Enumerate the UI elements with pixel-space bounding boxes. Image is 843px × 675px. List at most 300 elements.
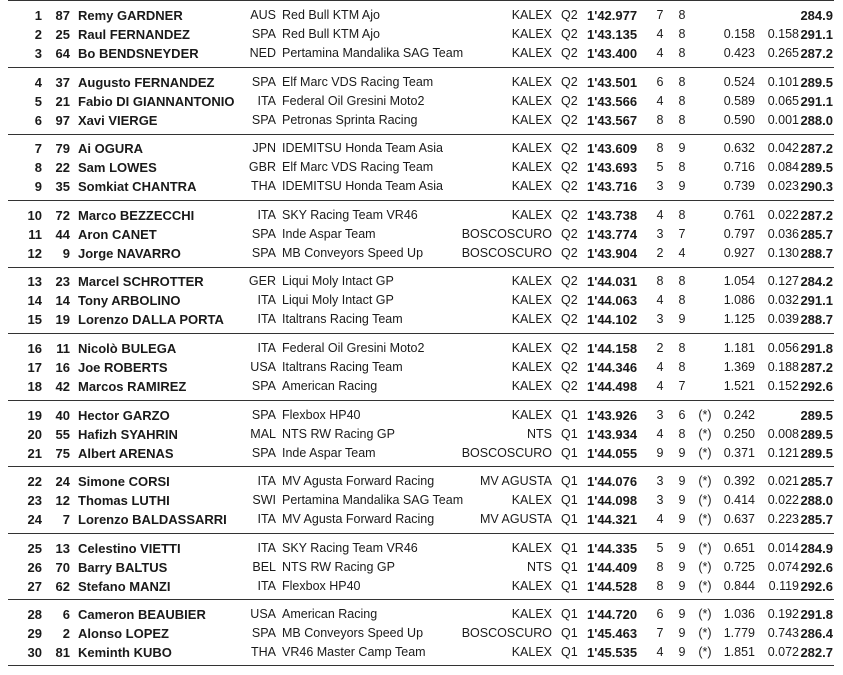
cell-pos: 7: [34, 141, 42, 156]
cell-tot: 9: [678, 312, 686, 326]
table-row: [0, 139, 843, 158]
cell-rider: Joe ROBERTS: [78, 360, 168, 375]
cell-gap2: 0.001: [767, 113, 799, 127]
cell-lap: 9: [656, 446, 664, 460]
cell-spd: 284.9: [800, 541, 833, 556]
cell-gap1: 0.844: [723, 579, 755, 593]
cell-gap2: 0.127: [767, 274, 799, 288]
cell-team: Federal Oil Gresini Moto2: [282, 94, 425, 108]
cell-gap2: 0.014: [767, 541, 799, 555]
cell-lap: 2: [656, 246, 664, 260]
cell-note: (*): [698, 427, 712, 441]
cell-spd: 284.9: [800, 8, 833, 23]
cell-tot: 9: [678, 645, 686, 659]
table-row: [0, 539, 843, 558]
cell-time: 1'43.135: [587, 27, 638, 42]
cell-pos: 22: [27, 474, 42, 489]
cell-sess: Q2: [561, 208, 578, 222]
cell-pos: 29: [27, 626, 42, 641]
cell-tot: 8: [678, 8, 686, 22]
cell-nat: GER: [248, 274, 276, 288]
cell-lap: 5: [656, 160, 664, 174]
cell-lap: 4: [656, 293, 664, 307]
cell-note: (*): [698, 579, 712, 593]
cell-gap1: 1.181: [723, 341, 755, 355]
cell-num: 79: [55, 141, 70, 156]
cell-lap: 8: [656, 141, 664, 155]
cell-spd: 292.6: [800, 560, 833, 575]
cell-sess: Q2: [561, 8, 578, 22]
table-row: [0, 406, 843, 425]
cell-spd: 285.7: [800, 474, 833, 489]
cell-lap: 3: [656, 493, 664, 507]
cell-spd: 288.0: [800, 493, 833, 508]
table-row: [0, 177, 843, 196]
cell-tot: 8: [678, 341, 686, 355]
cell-team: MV Agusta Forward Racing: [282, 512, 435, 526]
cell-time: 1'43.501: [587, 75, 638, 90]
cell-team: Italtrans Racing Team: [282, 360, 403, 374]
cell-tot: 8: [678, 274, 686, 288]
cell-gap1: 0.725: [723, 560, 755, 574]
cell-rider: Alonso LOPEZ: [78, 626, 169, 641]
cell-nat: THA: [251, 645, 276, 659]
cell-gap2: 0.022: [767, 493, 799, 507]
table-row: [0, 577, 843, 596]
cell-num: 16: [55, 360, 70, 375]
cell-pos: 15: [27, 312, 42, 327]
table-row: [0, 624, 843, 643]
cell-tot: 9: [678, 560, 686, 574]
cell-mfr: KALEX: [511, 179, 552, 193]
cell-nat: SPA: [251, 27, 276, 41]
cell-pos: 27: [27, 579, 42, 594]
cell-time: 1'44.031: [587, 274, 638, 289]
cell-rider: Simone CORSI: [78, 474, 170, 489]
cell-tot: 8: [678, 160, 686, 174]
cell-rider: Thomas LUTHI: [78, 493, 170, 508]
cell-gap1: 0.423: [723, 46, 755, 60]
cell-gap2: 0.032: [767, 293, 799, 307]
cell-lap: 8: [656, 274, 664, 288]
cell-spd: 288.7: [800, 312, 833, 327]
cell-time: 1'43.738: [587, 208, 638, 223]
cell-pos: 2: [34, 27, 42, 42]
cell-num: 64: [55, 46, 70, 61]
table-row: [0, 444, 843, 463]
cell-team: Pertamina Mandalika SAG Team: [282, 493, 464, 507]
table-row: [0, 491, 843, 510]
cell-mfr: KALEX: [511, 94, 552, 108]
cell-time: 1'45.463: [587, 626, 638, 641]
cell-tot: 7: [678, 227, 686, 241]
cell-num: 97: [55, 113, 70, 128]
cell-spd: 287.2: [800, 141, 833, 156]
cell-gap2: 0.158: [767, 27, 799, 41]
cell-pos: 4: [34, 75, 42, 90]
cell-lap: 4: [656, 46, 664, 60]
cell-note: (*): [698, 645, 712, 659]
cell-num: 2: [62, 626, 70, 641]
cell-pos: 24: [27, 512, 42, 527]
cell-tot: 8: [678, 46, 686, 60]
group-separator: [8, 67, 834, 68]
cell-mfr: KALEX: [511, 113, 552, 127]
cell-gap1: 0.590: [723, 113, 755, 127]
cell-mfr: NTS: [527, 560, 552, 574]
cell-sess: Q1: [561, 645, 578, 659]
cell-nat: JPN: [252, 141, 276, 155]
cell-mfr: KALEX: [511, 274, 552, 288]
cell-rider: Tony ARBOLINO: [78, 293, 181, 308]
cell-nat: SPA: [251, 408, 276, 422]
cell-spd: 291.8: [800, 341, 833, 356]
cell-gap2: 0.039: [767, 312, 799, 326]
cell-note: (*): [698, 541, 712, 555]
cell-lap: 7: [656, 626, 664, 640]
cell-team: IDEMITSU Honda Team Asia: [282, 179, 443, 193]
cell-team: NTS RW Racing GP: [282, 560, 395, 574]
cell-spd: 289.5: [800, 160, 833, 175]
cell-team: American Racing: [282, 379, 378, 393]
cell-rider: Fabio DI GIANNANTONIO: [78, 94, 235, 109]
cell-gap2: 0.119: [768, 579, 799, 593]
cell-time: 1'44.346: [587, 360, 638, 375]
cell-mfr: KALEX: [511, 141, 552, 155]
cell-sess: Q2: [561, 246, 578, 260]
cell-tot: 9: [678, 446, 686, 460]
cell-rider: Marco BEZZECCHI: [78, 208, 195, 223]
cell-mfr: BOSCOSCURO: [461, 227, 552, 241]
cell-pos: 26: [27, 560, 42, 575]
cell-team: MV Agusta Forward Racing: [282, 474, 435, 488]
cell-nat: ITA: [257, 341, 276, 355]
cell-team: Italtrans Racing Team: [282, 312, 403, 326]
cell-nat: SPA: [251, 75, 276, 89]
cell-num: 22: [55, 160, 70, 175]
cell-gap1: 0.761: [723, 208, 755, 222]
cell-tot: 9: [678, 493, 686, 507]
cell-team: Elf Marc VDS Racing Team: [282, 75, 434, 89]
cell-mfr: KALEX: [511, 293, 552, 307]
cell-gap1: 0.371: [723, 446, 755, 460]
cell-tot: 8: [678, 27, 686, 41]
cell-mfr: KALEX: [511, 379, 552, 393]
cell-pos: 28: [27, 607, 42, 622]
cell-rider: Marcos RAMIREZ: [78, 379, 187, 394]
group-separator: [8, 267, 834, 268]
cell-pos: 21: [27, 446, 42, 461]
cell-gap2: 0.008: [767, 427, 799, 441]
cell-sess: Q1: [561, 408, 578, 422]
cell-mfr: KALEX: [511, 493, 552, 507]
cell-team: American Racing: [282, 607, 378, 621]
cell-rider: Xavi VIERGE: [78, 113, 158, 128]
cell-spd: 288.0: [800, 113, 833, 128]
group-separator: [8, 665, 834, 666]
cell-sess: Q1: [561, 446, 578, 460]
cell-team: MB Conveyors Speed Up: [282, 246, 424, 260]
cell-gap2: 0.101: [767, 75, 799, 89]
cell-nat: ITA: [257, 208, 276, 222]
cell-spd: 285.7: [800, 512, 833, 527]
cell-team: VR46 Master Camp Team: [282, 645, 426, 659]
cell-note: (*): [698, 493, 712, 507]
cell-gap1: 1.125: [723, 312, 755, 326]
table-row: [0, 158, 843, 177]
cell-mfr: KALEX: [511, 208, 552, 222]
cell-gap2: 0.023: [767, 179, 799, 193]
table-row: [0, 377, 843, 396]
cell-sess: Q2: [561, 179, 578, 193]
cell-spd: 289.5: [800, 408, 833, 423]
cell-gap1: 0.797: [723, 227, 755, 241]
cell-gap1: 0.414: [723, 493, 755, 507]
cell-nat: MAL: [250, 427, 276, 441]
cell-num: 81: [55, 645, 70, 660]
cell-sess: Q2: [561, 227, 578, 241]
cell-rider: Raul FERNANDEZ: [78, 27, 190, 42]
cell-pos: 30: [27, 645, 42, 660]
cell-pos: 19: [27, 408, 42, 423]
cell-pos: 20: [27, 427, 42, 442]
cell-gap2: 0.065: [767, 94, 799, 108]
cell-gap1: 1.086: [723, 293, 755, 307]
cell-rider: Hafizh SYAHRIN: [78, 427, 178, 442]
cell-spd: 291.1: [800, 293, 833, 308]
cell-sess: Q2: [561, 94, 578, 108]
cell-rider: Sam LOWES: [78, 160, 157, 175]
cell-spd: 289.5: [800, 75, 833, 90]
cell-time: 1'42.977: [587, 8, 638, 23]
cell-gap2: 0.188: [767, 360, 799, 374]
cell-spd: 287.2: [800, 46, 833, 61]
cell-mfr: KALEX: [511, 541, 552, 555]
cell-num: 9: [62, 246, 70, 261]
table-row: [0, 225, 843, 244]
cell-spd: 289.5: [800, 427, 833, 442]
cell-num: 12: [55, 493, 70, 508]
cell-spd: 290.3: [800, 179, 833, 194]
cell-lap: 4: [656, 512, 664, 526]
cell-lap: 3: [656, 179, 664, 193]
cell-pos: 25: [27, 541, 42, 556]
cell-lap: 4: [656, 379, 664, 393]
cell-nat: SPA: [251, 379, 276, 393]
cell-nat: SPA: [251, 626, 276, 640]
cell-tot: 9: [678, 474, 686, 488]
cell-mfr: BOSCOSCURO: [461, 446, 552, 460]
cell-lap: 4: [656, 360, 664, 374]
cell-tot: 8: [678, 208, 686, 222]
cell-lap: 4: [656, 645, 664, 659]
cell-sess: Q2: [561, 46, 578, 60]
cell-team: Petronas Sprinta Racing: [282, 113, 418, 127]
cell-nat: USA: [250, 607, 276, 621]
cell-num: 7: [62, 512, 70, 527]
cell-note: (*): [698, 560, 712, 574]
cell-time: 1'44.335: [587, 541, 638, 556]
cell-time: 1'43.400: [587, 46, 638, 61]
cell-gap2: 0.072: [767, 645, 799, 659]
cell-spd: 292.6: [800, 579, 833, 594]
cell-num: 21: [55, 94, 70, 109]
cell-sess: Q1: [561, 493, 578, 507]
cell-time: 1'43.567: [587, 113, 638, 128]
cell-spd: 284.2: [800, 274, 833, 289]
cell-gap1: 0.716: [723, 160, 755, 174]
cell-lap: 5: [656, 541, 664, 555]
table-row: [0, 92, 843, 111]
cell-gap1: 1.369: [723, 360, 755, 374]
cell-team: Federal Oil Gresini Moto2: [282, 341, 425, 355]
group-separator: [8, 200, 834, 201]
cell-nat: NED: [249, 46, 276, 60]
cell-pos: 11: [28, 227, 42, 242]
cell-time: 1'43.609: [587, 141, 638, 156]
cell-time: 1'43.904: [587, 246, 638, 261]
cell-team: Inde Aspar Team: [282, 227, 376, 241]
cell-rider: Ai OGURA: [78, 141, 143, 156]
cell-gap2: 0.121: [767, 446, 799, 460]
cell-team: Elf Marc VDS Racing Team: [282, 160, 434, 174]
cell-num: 87: [55, 8, 70, 23]
cell-gap2: 0.021: [767, 474, 799, 488]
cell-time: 1'44.076: [587, 474, 638, 489]
cell-rider: Celestino VIETTI: [78, 541, 181, 556]
cell-spd: 288.7: [800, 246, 833, 261]
cell-note: (*): [698, 408, 712, 422]
cell-pos: 5: [34, 94, 42, 109]
cell-nat: ITA: [257, 474, 276, 488]
cell-time: 1'44.055: [587, 446, 638, 461]
cell-num: 40: [55, 408, 70, 423]
cell-note: (*): [698, 607, 712, 621]
cell-mfr: KALEX: [511, 408, 552, 422]
cell-mfr: BOSCOSCURO: [461, 626, 552, 640]
cell-sess: Q1: [561, 512, 578, 526]
cell-gap2: 0.265: [767, 46, 799, 60]
cell-rider: Bo BENDSNEYDER: [78, 46, 199, 61]
cell-nat: BEL: [252, 560, 276, 574]
cell-mfr: BOSCOSCURO: [461, 246, 552, 260]
cell-nat: ITA: [257, 94, 276, 108]
cell-note: (*): [698, 626, 712, 640]
cell-tot: 9: [678, 179, 686, 193]
cell-time: 1'44.098: [587, 493, 638, 508]
cell-team: Red Bull KTM Ajo: [282, 8, 380, 22]
cell-sess: Q2: [561, 293, 578, 307]
cell-time: 1'43.566: [587, 94, 638, 109]
cell-pos: 10: [27, 208, 42, 223]
cell-num: 11: [56, 341, 70, 356]
cell-rider: Jorge NAVARRO: [78, 246, 181, 261]
cell-rider: Keminth KUBO: [78, 645, 172, 660]
cell-tot: 8: [678, 75, 686, 89]
cell-num: 23: [55, 274, 70, 289]
cell-lap: 4: [656, 27, 664, 41]
cell-lap: 3: [656, 227, 664, 241]
table-row: [0, 605, 843, 624]
cell-rider: Aron CANET: [78, 227, 157, 242]
cell-mfr: MV AGUSTA: [479, 512, 552, 526]
cell-rider: Barry BALTUS: [78, 560, 168, 575]
cell-nat: SPA: [251, 446, 276, 460]
cell-team: NTS RW Racing GP: [282, 427, 395, 441]
cell-time: 1'44.409: [587, 560, 638, 575]
cell-lap: 4: [656, 94, 664, 108]
cell-spd: 285.7: [800, 227, 833, 242]
table-row: [0, 111, 843, 130]
cell-mfr: KALEX: [511, 75, 552, 89]
cell-sess: Q2: [561, 312, 578, 326]
table-row: [0, 558, 843, 577]
cell-gap2: 0.022: [767, 208, 799, 222]
cell-mfr: NTS: [527, 427, 552, 441]
cell-pos: 9: [34, 179, 42, 194]
table-row: [0, 44, 843, 63]
cell-rider: Albert ARENAS: [78, 446, 174, 461]
cell-tot: 9: [678, 541, 686, 555]
cell-gap2: 0.056: [767, 341, 799, 355]
cell-tot: 9: [678, 579, 686, 593]
cell-gap2: 0.042: [767, 141, 799, 155]
cell-mfr: KALEX: [511, 27, 552, 41]
cell-team: Liqui Moly Intact GP: [282, 293, 394, 307]
cell-gap1: 0.651: [723, 541, 755, 555]
cell-gap2: 0.192: [767, 607, 799, 621]
cell-mfr: KALEX: [511, 360, 552, 374]
table-row: [0, 206, 843, 225]
cell-team: Flexbox HP40: [282, 579, 361, 593]
cell-gap1: 0.524: [723, 75, 755, 89]
cell-num: 72: [55, 208, 70, 223]
cell-rider: Lorenzo BALDASSARRI: [78, 512, 227, 527]
cell-team: Liqui Moly Intact GP: [282, 274, 394, 288]
cell-pos: 14: [27, 293, 42, 308]
cell-mfr: KALEX: [511, 341, 552, 355]
table-row: [0, 73, 843, 92]
cell-note: (*): [698, 474, 712, 488]
cell-time: 1'43.934: [587, 427, 638, 442]
cell-nat: USA: [250, 360, 276, 374]
cell-pos: 16: [27, 341, 42, 356]
cell-mfr: KALEX: [511, 8, 552, 22]
cell-nat: SPA: [251, 246, 276, 260]
cell-gap1: 1.851: [723, 645, 755, 659]
cell-lap: 4: [656, 427, 664, 441]
cell-note: (*): [698, 446, 712, 460]
cell-rider: Cameron BEAUBIER: [78, 607, 206, 622]
cell-spd: 292.6: [800, 379, 833, 394]
cell-rider: Remy GARDNER: [78, 8, 183, 23]
cell-mfr: KALEX: [511, 46, 552, 60]
cell-sess: Q1: [561, 541, 578, 555]
cell-num: 24: [55, 474, 70, 489]
table-row: [0, 291, 843, 310]
cell-nat: GBR: [248, 160, 276, 174]
group-separator: [8, 0, 834, 1]
cell-lap: 3: [656, 474, 664, 488]
cell-nat: SPA: [251, 113, 276, 127]
cell-tot: 4: [678, 246, 686, 260]
cell-pos: 18: [27, 379, 42, 394]
cell-nat: ITA: [257, 312, 276, 326]
cell-gap2: 0.743: [767, 626, 799, 640]
cell-gap1: 0.927: [723, 246, 755, 260]
cell-sess: Q2: [561, 360, 578, 374]
cell-time: 1'44.528: [587, 579, 638, 594]
